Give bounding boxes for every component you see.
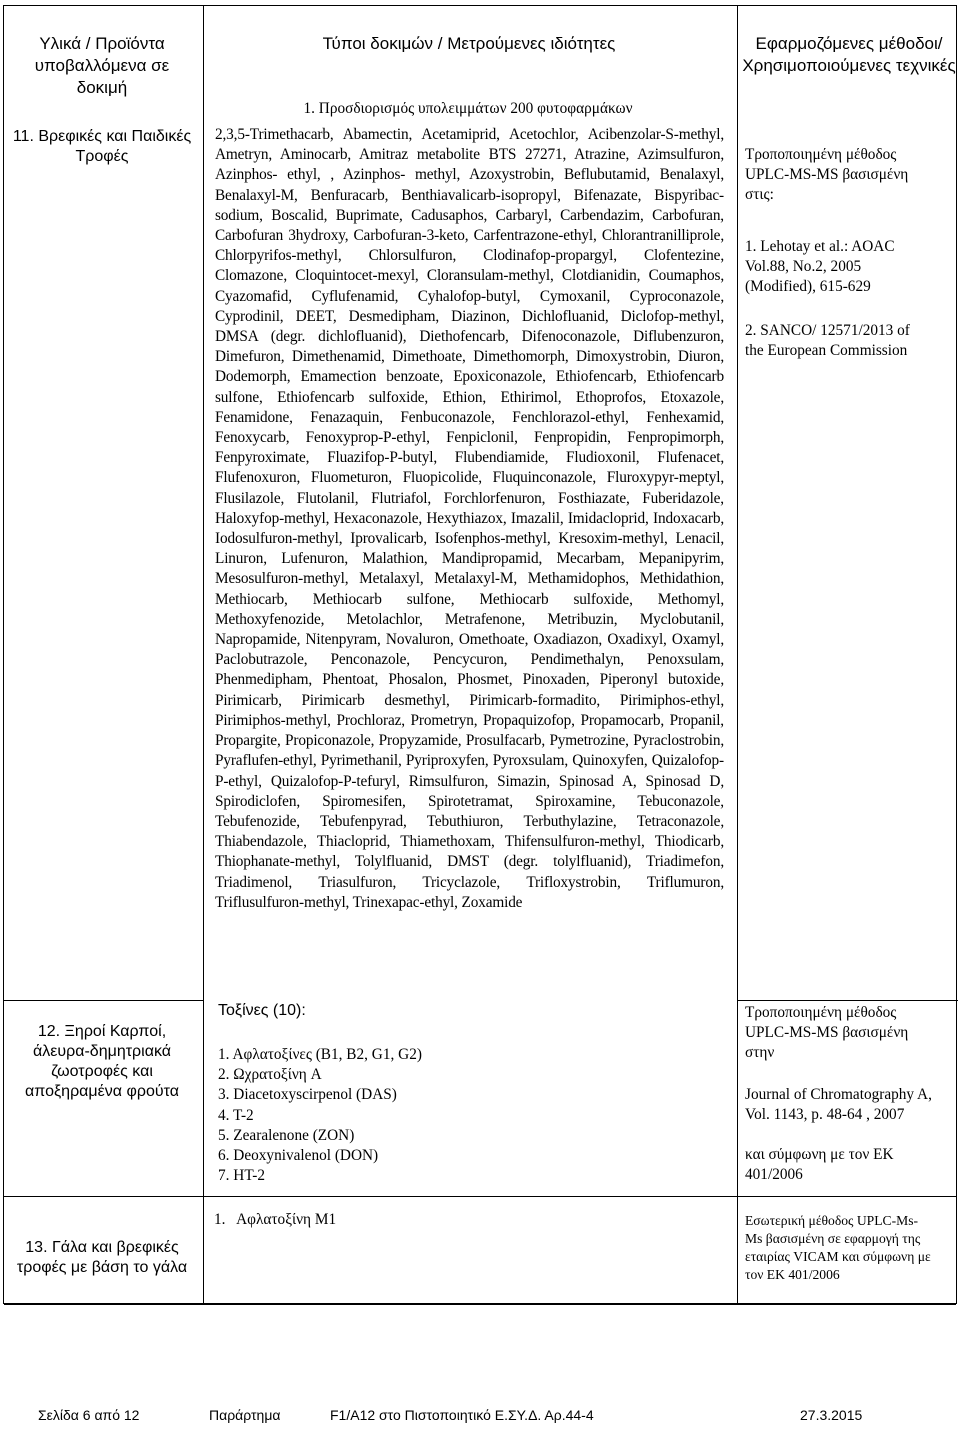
header-products: Υλικά / Προϊόντα υποβαλλόμενα σε δοκιμή <box>34 34 170 97</box>
product-nuts-flours: 12. Ξηροί Καρποί, άλευρα-δημητριακά ζωοτροφές και αποξηραμένα φρούτα <box>25 1023 179 1100</box>
toxin-item: 4. T-2 <box>218 1106 254 1124</box>
method-line: Ms βασισμένη σε εφαρμογή της <box>745 1231 921 1246</box>
method-line: 1. Lehotay et al.: AOAC <box>745 237 895 255</box>
aflatoxin-m1-test: 1. Αφλατοξίνη M1 <box>214 1211 337 1228</box>
toxin-item: 6. Deoxynivalenol (DON) <box>218 1147 379 1165</box>
pesticides-list: 2,3,5-Trimethacarb, Abamectin, Acetamiprid, Acetochlor, Acibenzolar-S-methyl, Ametryn, Aminocarb, Amitraz metabolite BTS 27271, Atrazine, Azimsulfuron, Azinphos- ethyl, , Azinphos- methyl, Azoxystrobin, Beflubutamid, Benalaxyl, Benalaxyl-M, Benfuracarb, Benthiavalicarb-isopropyl, Bifenazate, Bispyribac-sodium, Boscalid, Buprimate, Cadusaphos, Carbaryl, Carbendazim, Carbofuran, Carbofuran 3hydroxy, Carbofuran-3-keto, Carfentrazone-ethyl, Chlorantranilliprole, Chlorpyrifos-methyl, Chlorsulfuron, Clodinafop-propargyl, Clofentezine, Clomazone, Cloquintocet-mexyl, Cloransulam-methyl, Clotdianidin, Coumaphos, Cyazomafid, Cyflufenamid, Cyhalofop-butyl, Cymoxanil, Cyproconazole, Cyprodinil, DEET, Desmedipham, Diazinon, Dichlofluanid, Diclofop-methyl, DMSA (degr. dichlofluanid), Diethofencarb, Difenoconazole, Diflubenzuron, Dimefuron, Dimethenamid, Dimethoate, Dimethomorph, Dimoxystrobin, Diuron, Dodemorph, Emamection benzoate, Epoxiconazole, Ethiofencarb, Ethiofencarb sulfone, Ethiofencarb sulfoxide, Ethion, Ethirimol, Ethoprofos, Etoxazole, Fenamidone, Fenazaquin, Fenbuconazole, Fenchlorazol-ethyl, Fenhexamid, Fenoxycarb, Fenoxyprop-P-ethyl, Fenpiclonil, Fenpropidin, Fenpropimorph, Fenpyroximate, Fluazifop-P-butyl, Flubendiamide, Fludioxonil, Flufenacet, Flufenoxuron, Fluometuron, Fluopicolide, Fluquinconazole, Fluroxypyr-meptyl, Flusilazole, Flutolanil, Flutriafol, Forchlorfenuron, Fosthiazate, Fuberidazole, Haloxyfop-methyl, Hexaconazole, Hexythiazox, Imazalil, Imidacloprid, Indoxacarb, Iodosulfuron-methyl, Iprovalicarb, Isofenphos-methyl, Kresoxim-methyl, Lenacil, Linuron, Lufenuron, Malathion, Mandipropamid, Mecarbam, Mepanipyrim, Mesosulfuron-methyl, Metalaxyl, Metalaxyl-M, Methamidophos, Methidathion, Methiocarb, Methiocarb sulfone, Methiocarb sulfoxide, Methomyl, Methoxyfenozide, Metolachlor, Metrafenone, Metribuzin, Myclobutanil, Napropamide, Nitenpyram, Novaluron, Omethoate, Oxadiazon, Oxadixyl, Oxamyl, Paclobutrazole, Penconazole, Pencycuron, Pendimethalyn, Penoxsulam, Phenmedipham, Phentoat, Phosalon, Phosmet, Pinoxaden, Piperonyl butoxide, Pirimicarb, Pirimicarb desmethyl, Pirimicarb-formadito, Pirimiphos-ethyl, Pirimiphos-methyl, Prochloraz, Prometryn, Propaquizofop, Propamocarb, Propanil, Propargite, Propiconazole, Propyzamide, Prosulfacarb, Pymetrozine, Pyraclostrobin, Pyraflufen-ethyl, Pyrimethanil, Pyriproxyfen, Pyroxsulam, Quinoxyfen, Quizalofop-P-ethyl, Quizalofop-P-tefuryl, Rimsulfuron, Simazin, Spinosad A, Spinosad D, Spirodiclofen, Spiromesifen, Spirotetramat, Spiroxamine, Tebuconazole, Tebufenozide, Tebufenpyrad, Tebuthiuron, Terbuthylazine, Tetraconazole, Thiabendazole, Thiacloprid, Thiamethoxam, Thifensulfuron-methyl, Thiodicarb, Thiophanate-methyl, Tolylfluanid, DMST (degr. tolylfluanid), Triadimefon, Triadimenol, Triasulfuron, Tricyclazole, Trifloxystrobin, Triflumuron, Triflusulfuron-methyl, Trinexapac-ethyl, Zoxamide <box>215 126 724 911</box>
method-line: και σύμφωνη με τον ΕΚ <box>745 1146 894 1164</box>
header-tests: Τύποι δοκιμών / Μετρούμενες ιδιότητες <box>322 34 616 53</box>
method-line: Vol. 1143, p. 48-64 , 2007 <box>745 1105 905 1123</box>
method-line: UPLC-MS-MS βασισμένη <box>745 1024 909 1042</box>
product-baby-food: 11. Βρεφικές και Παιδικές Τροφές <box>12 128 192 165</box>
method-line: Τροποποιημένη μέθοδος <box>745 146 897 163</box>
toxins-list <box>218 1045 618 1186</box>
footer-certificate: F1/A12 στο Πιστοποιητικό Ε.ΣΥ.Δ. Αρ.44-4 <box>330 1407 594 1423</box>
method-line: (Modified), 615-629 <box>745 278 871 296</box>
footer-date: 27.3.2015 <box>800 1407 863 1423</box>
toxin-item: 7. HT-2 <box>218 1167 266 1185</box>
toxin-item: 2. Ωχρατοξίνη A <box>218 1066 322 1084</box>
column-divider-1 <box>203 6 204 1303</box>
method-line: στις: <box>745 186 774 204</box>
row-divider-col1-1 <box>4 1000 203 1001</box>
method-line: Vol.88, No.2, 2005 <box>745 257 862 275</box>
pesticides-method <box>745 145 950 362</box>
method-line: 401/2006 <box>745 1166 803 1184</box>
row-divider-col3-1 <box>737 1000 958 1001</box>
table-bottom-border <box>4 1304 956 1305</box>
footer-annex: Παράρτημα <box>209 1407 281 1423</box>
method-line: τον ΕΚ 401/2006 <box>745 1267 840 1282</box>
header-methods: Εφαρμοζόμενες μέθοδοι/ Χρησιμοποιούμενες τεχνικές <box>742 34 956 75</box>
page-footer <box>38 1405 938 1425</box>
row-divider-2 <box>4 1196 956 1197</box>
pesticides-test-title: 1. Προσδιορισμός υπολειμμάτων 200 φυτοφαρμάκων <box>303 100 633 117</box>
method-line: the European Commission <box>745 342 908 360</box>
toxin-item: 5. Zearalenone (ZON) <box>218 1126 355 1144</box>
aflatoxin-m1-method <box>745 1212 950 1284</box>
footer-page: Σελίδα 6 από 12 <box>38 1407 140 1423</box>
method-line: Τροποποιημένη μέθοδος <box>745 1004 897 1021</box>
method-line: 2. SANCO/ 12571/2013 of <box>745 322 910 340</box>
column-divider-2 <box>737 6 738 1303</box>
method-line: στην <box>745 1044 775 1062</box>
toxins-method <box>745 1003 950 1185</box>
toxins-title: Τοξίνες (10): <box>218 1002 306 1019</box>
method-line: UPLC-MS-MS βασισμένη <box>745 166 909 184</box>
toxin-item: 3. Diacetoxyscirpenol (DAS) <box>218 1086 397 1104</box>
product-milk-formula: 13. Γάλα και βρεφικές τροφές με βάση το γάλα <box>16 1239 188 1276</box>
method-line: εταιρίας VICAM και σύμφωνη με <box>745 1249 931 1264</box>
method-line: Journal of Chromatography A, <box>745 1085 932 1103</box>
method-line: Εσωτερική μέθοδος UPLC-Ms- <box>745 1213 919 1228</box>
toxin-item: 1. Αφλατοξίνες (B1, B2, G1, G2) <box>218 1046 422 1063</box>
